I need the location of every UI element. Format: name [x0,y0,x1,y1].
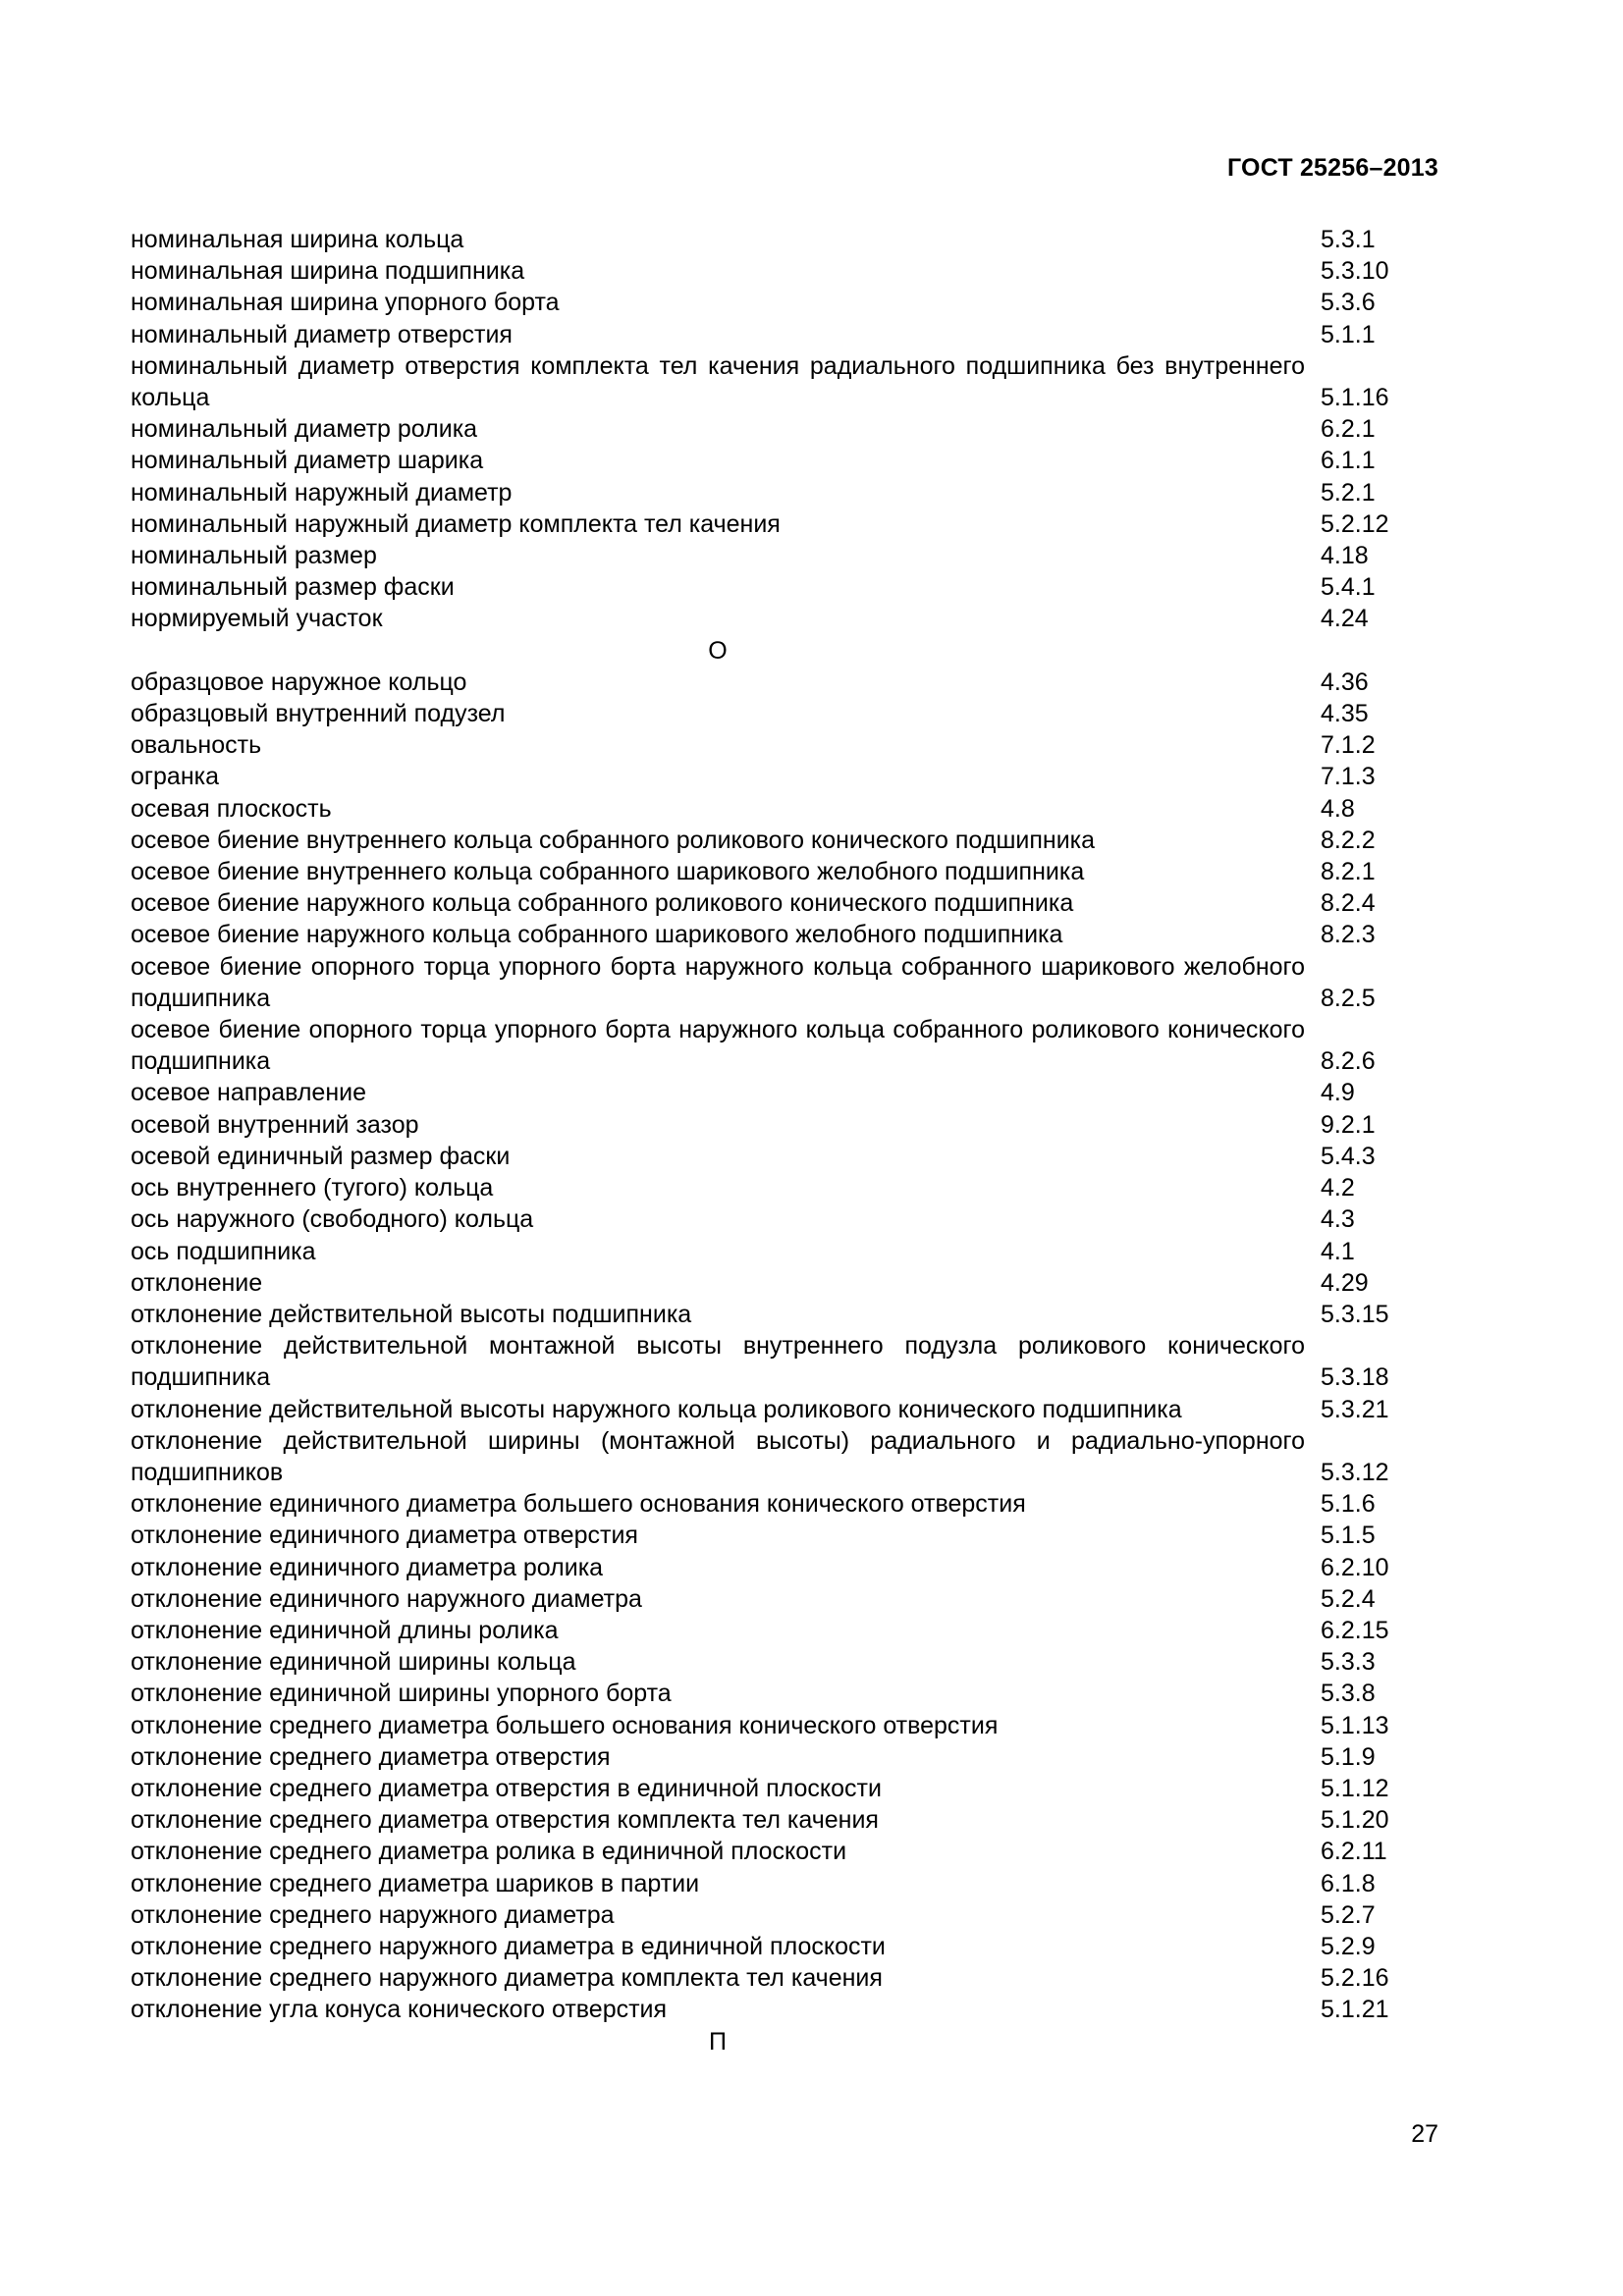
index-reference: 4.36 [1321,667,1369,696]
index-entry [131,350,1438,413]
index-reference: 5.1.13 [1321,1711,1389,1739]
index-reference: 9.2.1 [1321,1110,1376,1139]
index-reference: 4.8 [1321,794,1355,823]
index-reference: 5.1.20 [1321,1806,1389,1835]
index-entry [131,1741,1438,1773]
index-entry [131,1141,1438,1172]
index-entry [131,1583,1438,1615]
index-term: осевое направление [131,1079,366,1107]
index-entry [131,1615,1438,1646]
index-term: номинальный диаметр отверстия [131,320,513,348]
index-entry [131,603,1438,634]
index-term: ось наружного (свободного) кольца [131,1205,534,1234]
index-reference: 5.2.4 [1321,1584,1376,1613]
index-term: номинальная ширина кольца [131,226,464,253]
index-reference: 5.4.1 [1321,573,1376,602]
index-term: отклонение [131,1268,263,1297]
index-term: номинальный диаметр ролика [131,415,478,444]
index-entry [131,1267,1438,1299]
index-term: отклонение среднего наружного диаметра [131,1900,615,1929]
index-reference: 6.2.11 [1321,1838,1387,1866]
index-reference: 5.1.12 [1321,1774,1389,1802]
index-term: отклонение среднего диаметра отверстия в единичной плоскости [131,1774,882,1802]
index-reference: 8.2.4 [1321,889,1376,918]
index-term: отклонение среднего диаметра большего основания конического отверстия [131,1711,999,1739]
index-entry [131,1299,1438,1330]
index-term: номинальный размер фаски [131,573,455,602]
index-reference: 8.2.6 [1321,1047,1376,1076]
index-reference: 4.35 [1321,700,1369,728]
index-entry [131,1868,1438,1899]
index-term: отклонение единичной ширины упорного борта [131,1680,672,1708]
index-reference: 4.1 [1321,1237,1355,1265]
index-term: отклонение единичного диаметра большего основания конического отверстия [131,1490,1026,1519]
index-entry [131,1710,1438,1741]
index-reference: 5.1.21 [1321,1996,1389,2024]
index-entry [131,571,1438,603]
index-term: нормируемый участок [131,605,383,633]
document-header [1227,154,1438,183]
index-term: отклонение действительной высоты подшипника [131,1300,692,1328]
index-term: отклонение среднего наружного диаметра в единичной плоскости [131,1932,886,1960]
index-entry [131,1773,1438,1804]
index-reference: 6.2.10 [1321,1553,1389,1581]
index-entry [131,255,1438,287]
index-term: образцовое наружное кольцо [131,667,467,696]
index-entry [131,1172,1438,1203]
index-reference: 8.2.5 [1321,984,1376,1012]
index-entry [131,1330,1438,1393]
index-term: номинальная ширина подшипника [131,257,525,286]
index-term: осевое биение наружного кольца собранного шарикового желобного подшипника [131,921,1063,949]
index-entry [131,1425,1438,1488]
index-entry [131,856,1438,887]
index-entry [131,1804,1438,1836]
index-term: отклонение среднего диаметра отверстия комплекта тел качения [131,1806,879,1835]
index-reference: 5.3.21 [1321,1395,1389,1423]
standard-designation: ГОСТ 25256–2013 [1227,154,1438,182]
index-reference: 7.1.2 [1321,731,1376,760]
index-entry [131,1552,1438,1583]
page-number: 27 [1411,2120,1438,2148]
index-reference: 4.9 [1321,1079,1355,1107]
index-term: номинальный наружный диаметр комплекта тел качения [131,509,781,538]
index-entry [131,224,1438,255]
index-term: осевая плоскость [131,794,332,823]
index-entry [131,508,1438,540]
index-entry [131,1394,1438,1425]
index-reference: 4.29 [1321,1268,1369,1297]
index-entry [131,413,1438,445]
index-entry [131,1236,1438,1267]
index-term: отклонение единичной ширины кольца [131,1648,576,1677]
index-reference: 5.1.6 [1321,1490,1376,1519]
index-reference: 5.3.10 [1321,257,1389,286]
index-term: отклонение единичного диаметра ролика [131,1553,604,1581]
index-term: ось внутреннего (тугого) кольца [131,1174,494,1202]
index-reference: 6.2.15 [1321,1616,1389,1644]
index-term: номинальный диаметр отверстия комплекта тел качения радиального подшипника без внутреннего кольца [131,351,1305,412]
index-term: осевое биение опорного торца упорного борта наружного кольца собранного роликового конического подшипника [131,1016,1305,1076]
index-term: отклонение действительной ширины (монтажной высоты) радиального и радиально-упорного подшипников [131,1426,1305,1486]
index-term: номинальная ширина упорного борта [131,289,560,317]
index-term: отклонение единичного наружного диаметра [131,1584,642,1613]
index-entry [131,1899,1438,1931]
index-reference: 8.2.2 [1321,826,1376,854]
index-reference: 5.1.1 [1321,320,1376,348]
index-reference: 5.4.3 [1321,1142,1376,1170]
index-reference: 5.3.18 [1321,1363,1389,1392]
index-term: осевое биение наружного кольца собранного роликового конического подшипника [131,889,1074,918]
index-entry [131,951,1438,1014]
index-term: номинальный диаметр шарика [131,447,484,475]
index-reference: 6.2.1 [1321,415,1376,444]
index-term: овальность [131,731,262,760]
index-term: отклонение среднего диаметра ролика в единичной плоскости [131,1838,847,1866]
index-term: отклонение единичного диаметра отверстия [131,1522,638,1550]
index-entry [131,319,1438,350]
index-entry [131,477,1438,508]
index-reference: 4.18 [1321,542,1369,570]
index-term: осевое биение внутреннего кольца собранного роликового конического подшипника [131,826,1096,854]
index-reference: 5.1.16 [1321,384,1389,412]
index-reference: 8.2.3 [1321,921,1376,949]
index-entry [131,1994,1438,2025]
index-entry [131,698,1438,729]
index-reference: 5.2.16 [1321,1964,1389,1993]
index-term: осевой внутренний зазор [131,1110,419,1139]
index-reference: 5.3.6 [1321,289,1376,317]
index-entry [131,919,1438,950]
index-reference: 5.2.1 [1321,478,1376,507]
index-entry [131,287,1438,318]
index-entry [131,445,1438,476]
index-term: образцовый внутренний подузел [131,700,506,728]
section-letter: О [708,636,728,665]
index-term: ось подшипника [131,1237,316,1265]
index-entry [131,1836,1438,1867]
index-entry [131,1203,1438,1235]
index-term: огранка [131,763,220,791]
index-term: отклонение действительной монтажной высоты внутреннего подузла роликового конического подшипника [131,1332,1305,1392]
index-term: отклонение среднего наружного диаметра комплекта тел качения [131,1964,883,1993]
index-entry [131,1109,1438,1141]
index-reference: 4.3 [1321,1205,1355,1234]
index-entry [131,1077,1438,1108]
index-reference: 5.2.7 [1321,1900,1376,1929]
index-entry [131,887,1438,919]
index-entry [131,1520,1438,1551]
index-reference: 8.2.1 [1321,858,1376,886]
index-entry [131,793,1438,825]
index-reference: 5.1.9 [1321,1742,1376,1771]
index-entry [131,1488,1438,1520]
index-term: номинальный размер [131,542,377,570]
index-reference: 5.3.3 [1321,1648,1376,1677]
index-reference: 5.1.5 [1321,1522,1376,1550]
index-entry [131,825,1438,856]
index-entry [131,1931,1438,1962]
index-term: осевое биение опорного торца упорного борта наружного кольца собранного шарикового желобного подшипника [131,952,1305,1012]
index-reference: 5.2.9 [1321,1932,1376,1960]
index-entry [131,1646,1438,1678]
index-entry [131,540,1438,571]
index-term: осевое биение внутреннего кольца собранного шарикового желобного подшипника [131,858,1085,886]
index-reference: 5.2.12 [1321,509,1389,538]
index-entry [131,1678,1438,1709]
index-reference: 4.2 [1321,1174,1355,1202]
index-entry [131,1014,1438,1077]
index-reference: 5.3.12 [1321,1458,1389,1486]
term-index [131,224,1438,2057]
section-letter: П [709,2027,727,2056]
index-entry [131,1962,1438,1994]
index-term: осевой единичный размер фаски [131,1142,511,1170]
index-term: отклонение среднего диаметра отверстия [131,1742,611,1771]
index-reference: 5.3.1 [1321,226,1376,253]
index-reference: 6.1.1 [1321,447,1376,475]
index-reference: 5.3.8 [1321,1680,1376,1708]
index-reference: 5.3.15 [1321,1300,1389,1328]
index-entry [131,667,1438,698]
index-reference: 7.1.3 [1321,763,1376,791]
index-entry [131,761,1438,792]
index-term: номинальный наружный диаметр [131,478,513,507]
index-term: отклонение единичной длины ролика [131,1616,559,1644]
index-term: отклонение действительной высоты наружного кольца роликового конического подшипника [131,1395,1182,1423]
index-reference: 6.1.8 [1321,1869,1376,1897]
index-term: отклонение среднего диаметра шариков в партии [131,1869,700,1897]
index-reference: 4.24 [1321,605,1369,633]
index-term: отклонение угла конуса конического отверстия [131,1996,668,2024]
index-entry [131,729,1438,761]
